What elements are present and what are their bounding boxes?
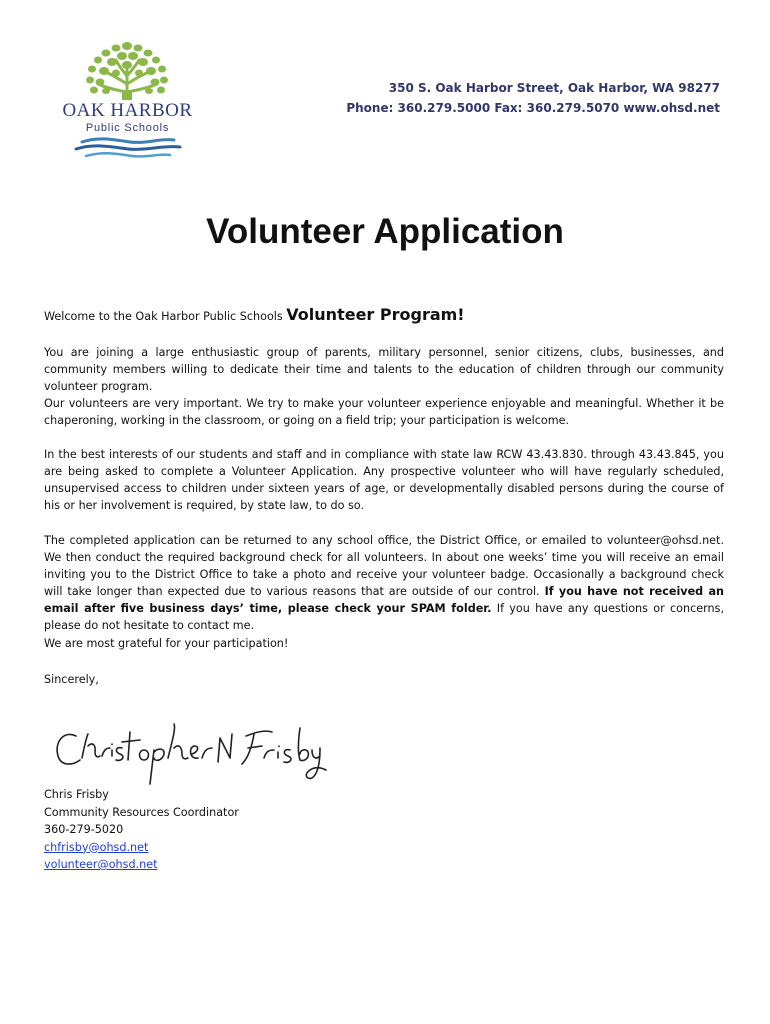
paragraph-state-law: In the best interests of our students and staff and in compliance with state law RCW 43.43.830. through 43.43.845, you are being asked to complete a Volunteer Application. Any prospective volunteer who will have regularly scheduled, unsupervised access to children under sixteen years of age, or developmentally disabled persons during the course of his or her involvement is required, by state law, to do so. [44, 448, 724, 512]
contact-email-link-chfrisby[interactable]: chfrisby@ohsd.net [44, 840, 149, 854]
oak-harbor-logo [60, 36, 195, 166]
welcome-program: Volunteer Program [286, 305, 458, 324]
contact-role: Community Resources Coordinator [44, 805, 239, 819]
contact-name: Chris Frisby [44, 788, 109, 801]
signature-icon [50, 712, 330, 792]
district-address-block [346, 78, 720, 118]
contact-phone: 360-279-5020 [44, 823, 124, 836]
paragraph-intro: You are joining a large enthusiastic group of parents, military personnel, senior citizens, clubs, businesses, and community members willing to dedicate their time and talents to the education of children through our community volunteer program. [44, 346, 724, 393]
logo-subtitle: Public Schools [85, 122, 170, 134]
contact-line: Phone: 360.279.5000 Fax: 360.279.5070 www.ohsd.net [346, 101, 720, 115]
address-line: 350 S. Oak Harbor Street, Oak Harbor, WA 98277 [388, 81, 720, 95]
welcome-prefix: Welcome to the Oak Harbor Public Schools [44, 310, 287, 323]
paragraph-gratitude: We are most grateful for your participation! [44, 637, 289, 650]
paragraph-return-instructions [44, 532, 724, 634]
logo-name: OAK HARBOR [62, 100, 193, 121]
closing-sincerely: Sincerely, [44, 673, 99, 686]
welcome-suffix: ! [457, 305, 465, 324]
handwritten-signature [50, 712, 330, 792]
spam-folder-notice: If you have not received an email after five business days’ time, please check your SPAM folder. [44, 585, 724, 615]
contact-invitation-text: If you have any questions or concerns, please do not hesitate to contact me. [44, 602, 725, 632]
signature-contact-block [44, 786, 239, 874]
welcome-line [44, 302, 724, 330]
paragraph-importance: Our volunteers are very important. We try to make your volunteer experience enjoyable and meaningful. Whether it be chaperoning, working in the classroom, or going on a field trip; your participation is welcome. [44, 397, 724, 427]
page-title: Volunteer Application [206, 212, 564, 251]
contact-email-link-volunteer[interactable]: volunteer@ohsd.net [44, 858, 158, 871]
return-instructions-text: The completed application can be returned to any school office, the District Office, or emailed to volunteer@ohsd.net. We then conduct the required background check for all volunteers. In about one weeks’ time you will receive an email inviting you to the District Office to take a photo and receive your volunteer badge. Occasionally a background check will take longer than expected due to various reasons that are outside of our control. [44, 534, 724, 598]
